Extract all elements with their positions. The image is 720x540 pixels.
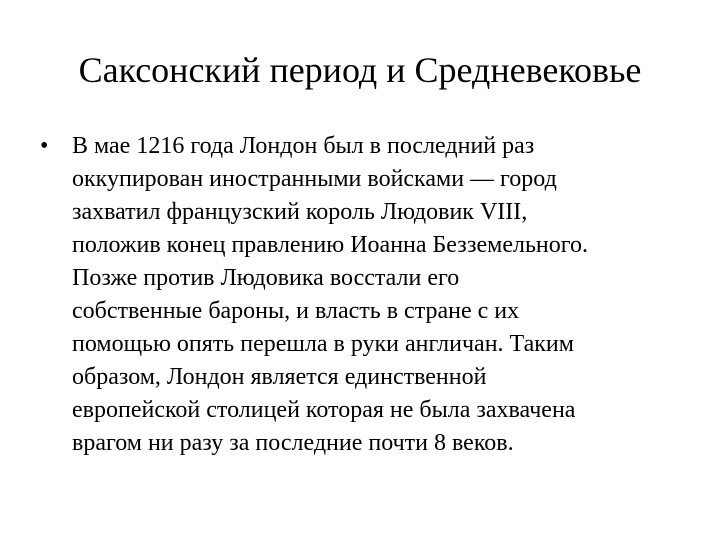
- bullet-text-line: собственные бароны, и власть в стране с их: [72, 298, 520, 324]
- bullet-list: [36, 130, 676, 460]
- bullet-text-line: Позже против Людовика восстали его: [72, 265, 460, 291]
- bullet-text-line: европейской столицей которая не была захвачена: [72, 397, 576, 423]
- slide-title: Саксонский период и Средневековье: [78, 50, 642, 90]
- bullet-text-line: оккупирован иностранными войсками — город: [72, 166, 557, 192]
- bullet-text-line: помощью опять перешла в руки англичан. Таким: [72, 331, 574, 357]
- bullet-icon: •: [40, 133, 49, 159]
- bullet-text-line: В мае 1216 года Лондон был в последний раз: [72, 133, 535, 159]
- bullet-text-line: захватил французский король Людовик VIII,: [72, 199, 528, 225]
- bullet-item: [36, 130, 676, 460]
- bullet-text-line: положив конец правлению Иоанна Безземельного.: [72, 232, 589, 258]
- bullet-text-line: образом, Лондон является единственной: [72, 364, 487, 390]
- bullet-text-line: врагом ни разу за последние почти 8 веков.: [72, 430, 514, 456]
